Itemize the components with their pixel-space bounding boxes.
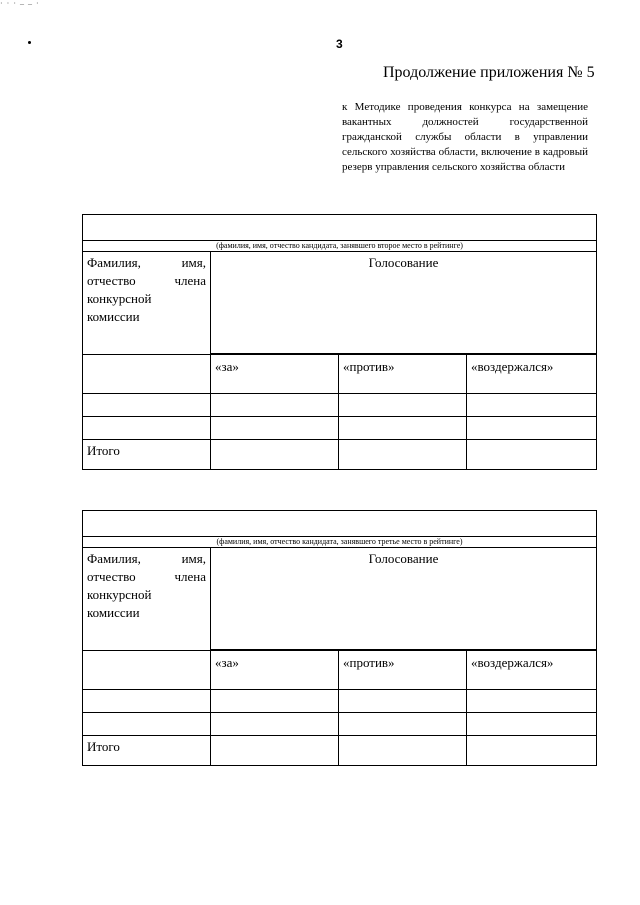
option-abstained: «воздержался» [467,355,597,394]
vote-cell[interactable] [339,690,467,713]
vote-cell[interactable] [339,394,467,417]
voting-header: Голосование [211,252,597,354]
vote-cell[interactable] [467,394,597,417]
member-column-header: Фамилия, имя, отчество члена конкурсной комиссии [83,548,211,651]
total-label: Итого [83,736,211,766]
member-column-header: Фамилия, имя, отчество члена конкурсной комиссии [83,252,211,355]
candidate-name-cell[interactable] [83,511,597,537]
option-against: «против» [339,651,467,690]
candidate-name-cell[interactable] [83,215,597,241]
total-cell[interactable] [211,440,339,470]
vote-cell[interactable] [211,713,339,736]
vote-cell[interactable] [467,417,597,440]
total-cell[interactable] [339,736,467,766]
appendix-description: к Методике проведения конкурса на замещение вакантных должностей государственной гражданской службы области в управлении сельского хозяйства области, включение в кадровый резерв управления сельского хозяйства области [342,101,588,173]
total-cell[interactable] [467,736,597,766]
member-name-cell[interactable] [83,355,211,394]
total-label: Итого [83,440,211,470]
candidate-caption: (фамилия, имя, отчество кандидата, занявшего третье место в рейтинге) [83,537,597,548]
member-name-cell[interactable] [83,417,211,440]
voting-table-second-place [82,214,597,470]
member-name-cell[interactable] [83,713,211,736]
voting-table-third-place [82,510,597,766]
scan-dot [28,41,31,44]
total-cell[interactable] [467,440,597,470]
voting-header: Голосование [211,548,597,650]
total-cell[interactable] [339,440,467,470]
option-for: «за» [211,651,339,690]
vote-cell[interactable] [211,417,339,440]
vote-cell[interactable] [339,417,467,440]
option-against: «против» [339,355,467,394]
vote-cell[interactable] [211,690,339,713]
vote-cell[interactable] [467,690,597,713]
member-name-cell[interactable] [83,394,211,417]
candidate-caption: (фамилия, имя, отчество кандидата, занявшего второе место в рейтинге) [83,241,597,252]
member-name-cell[interactable] [83,651,211,690]
page-number: 3 [336,37,343,51]
vote-cell[interactable] [211,394,339,417]
vote-cell[interactable] [339,713,467,736]
option-for: «за» [211,355,339,394]
scan-artifact: · · · ‒ ‒ · [0,0,40,8]
total-cell[interactable] [211,736,339,766]
appendix-title: Продолжение приложения № 5 [383,64,595,81]
vote-cell[interactable] [467,713,597,736]
member-name-cell[interactable] [83,690,211,713]
option-abstained: «воздержался» [467,651,597,690]
